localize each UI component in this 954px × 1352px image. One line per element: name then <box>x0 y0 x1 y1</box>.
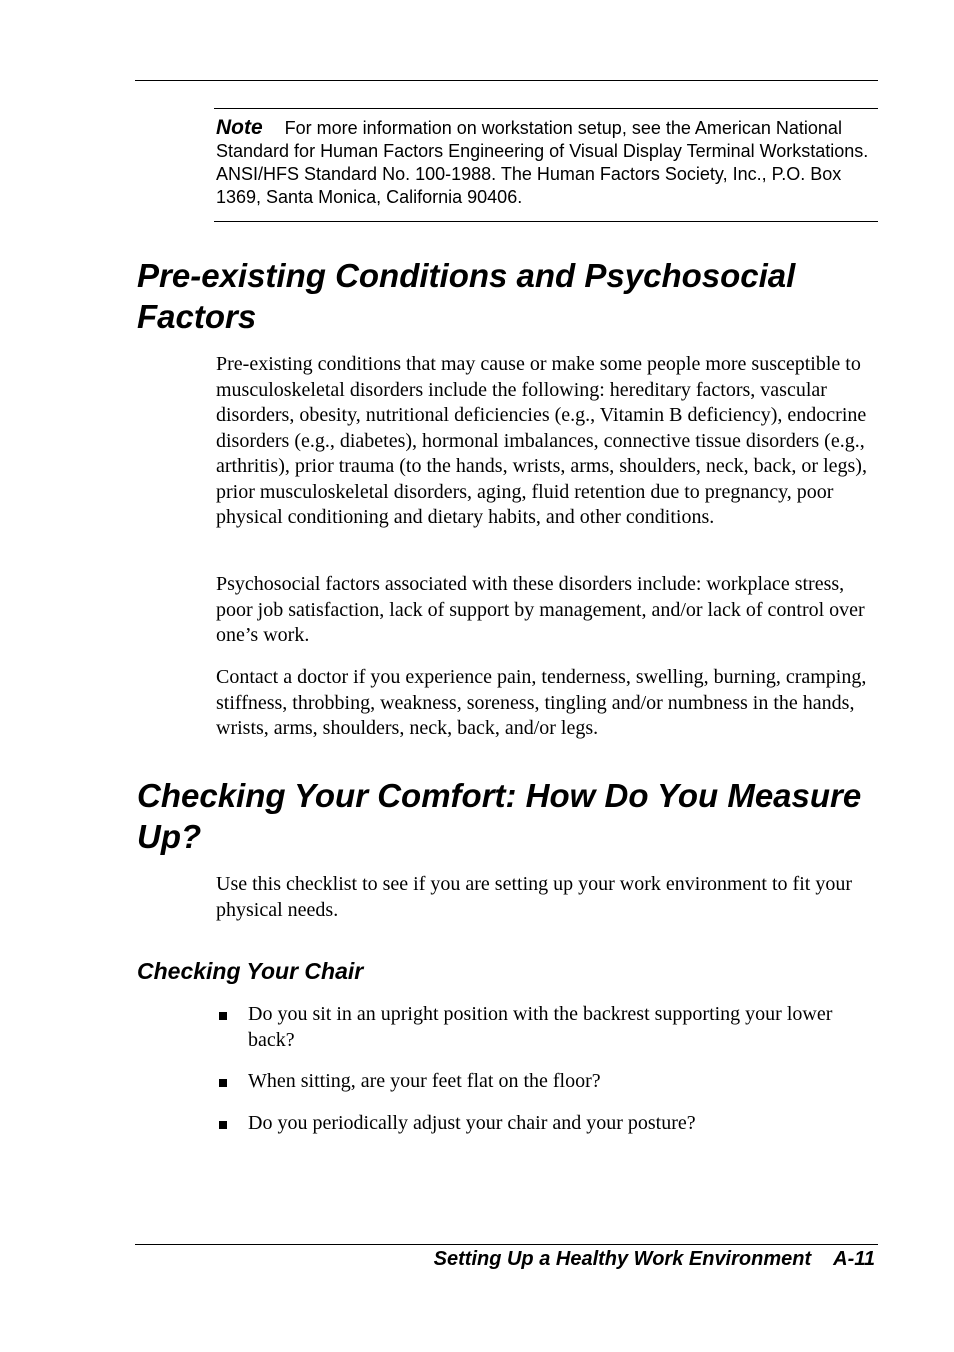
list-item-text: Do you sit in an upright position with the backrest supporting your lower back? <box>248 1003 833 1051</box>
subsection-heading-checking-chair: Checking Your Chair <box>137 958 364 984</box>
bullet-square-icon <box>219 1079 227 1087</box>
list-item-text: Do you periodically adjust your chair and your posture? <box>248 1111 696 1134</box>
paragraph-pre-existing-conditions: Pre-existing conditions that may cause or make some people more susceptible to musculoskeletal disorders include the following: hereditary factors, vascular disorders, obesity, nutritional deficiencies (e.g., Vitamin B deficiency), endocrine disorders (e.g., diabetes), hormonal imbalances, connective tissue disorders (e.g., arthritis), prior trauma (to the hands, wrists, arms, shoulders, neck, back, or legs), prior musculoskeletal disorders, aging, fluid retention due to pregnancy, poor physical conditioning and dietary habits, and other conditions. <box>216 353 867 528</box>
page-footer <box>434 1245 875 1273</box>
note <box>216 116 876 209</box>
note-label: Note <box>216 116 263 139</box>
bullet-square-icon <box>219 1012 227 1020</box>
section-heading-pre-existing-conditions: Pre-existing Conditions and Psychosocial Factors <box>137 257 796 335</box>
chair-checklist <box>216 1002 878 1152</box>
top-rule <box>135 80 878 81</box>
paragraph-contact-doctor: Contact a doctor if you experience pain, tenderness, swelling, burning, cramping, stiffness, throbbing, weakness, soreness, tingling and/or numbness in the hands, wrists, arms, shoulders, neck, back, and/or legs. <box>216 666 867 739</box>
note-body: For more information on workstation setup, see the American National Standard for Human Factors Engineering of Visual Display Terminal Workstations. ANSI/HFS Standard No. 100-1988. The Human Factors Society, Inc., P.O. Box 1369, Santa Monica, California 90406. <box>216 118 869 207</box>
list-item <box>216 1069 878 1095</box>
page-number: A-11 <box>833 1248 875 1270</box>
paragraph-psychosocial-factors: Psychosocial factors associated with these disorders include: workplace stress, poor job satisfaction, lack of support by management, and/or lack of control over one’s work. <box>216 573 865 646</box>
section-heading-checking-comfort: Checking Your Comfort: How Do You Measure Up? <box>137 777 862 855</box>
paragraph-checklist-intro: Use this checklist to see if you are setting up your work environment to fit your physical needs. <box>216 873 852 921</box>
list-item-text: When sitting, are your feet flat on the floor? <box>248 1070 601 1092</box>
footer-title: Setting Up a Healthy Work Environment <box>433 1248 812 1270</box>
bullet-square-icon <box>219 1121 227 1129</box>
list-item <box>216 1111 878 1137</box>
list-item <box>216 1002 878 1053</box>
